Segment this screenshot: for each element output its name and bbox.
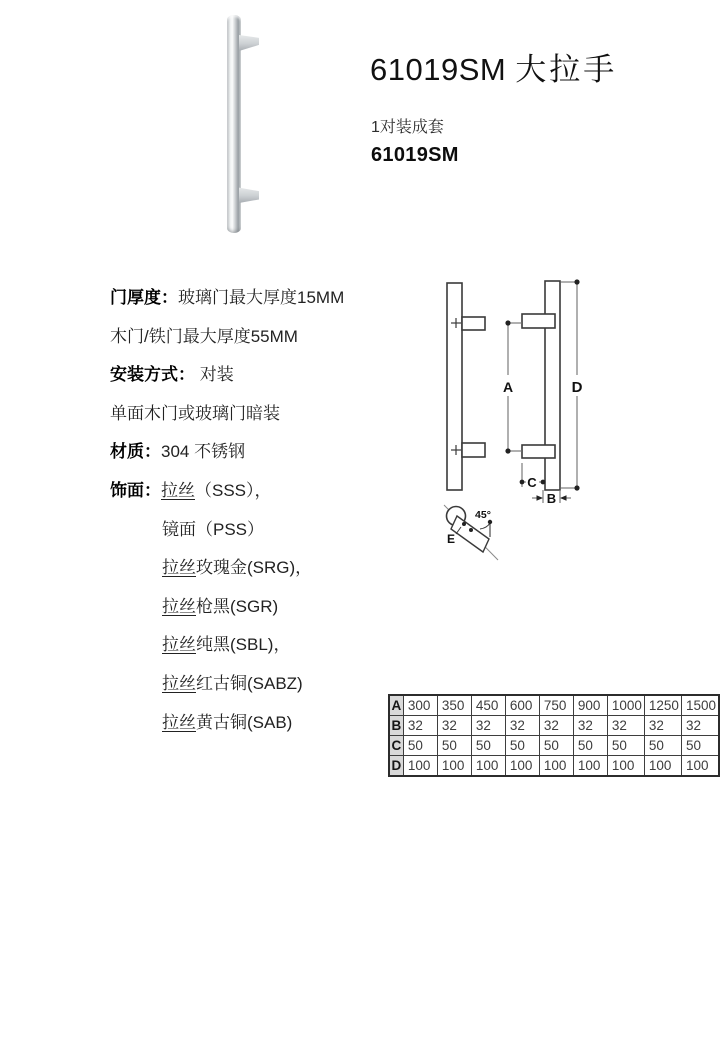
spec-line bbox=[110, 479, 390, 518]
spec-line bbox=[110, 402, 390, 441]
dimension-cell: 32 bbox=[644, 716, 681, 736]
handle-bracket-bottom bbox=[239, 187, 259, 203]
dimension-row-label: C bbox=[389, 736, 403, 756]
dimension-cell: 50 bbox=[607, 736, 644, 756]
title-block bbox=[370, 50, 715, 180]
dimension-row bbox=[389, 695, 719, 716]
dimension-cell: 50 bbox=[573, 736, 607, 756]
handle-bracket-top bbox=[239, 35, 259, 51]
spec-text: 拉丝 bbox=[162, 596, 196, 616]
dimension-row bbox=[389, 736, 719, 756]
dimension-cell: 750 bbox=[539, 695, 573, 716]
spec-text: 拉丝 bbox=[162, 712, 196, 732]
dimension-cell: 1500 bbox=[681, 695, 719, 716]
spec-text: 拉丝 bbox=[162, 558, 196, 578]
dimension-cell: 100 bbox=[539, 756, 573, 777]
dim-label-a: A bbox=[502, 379, 514, 395]
spec-text: （SSS）， bbox=[195, 480, 272, 500]
dimension-row-label: B bbox=[389, 716, 403, 736]
subtitle-pack-info: 1对装成套 bbox=[371, 119, 444, 136]
dimension-cell: 100 bbox=[573, 756, 607, 777]
spec-text: 对装 bbox=[195, 365, 234, 385]
dimension-cell: 100 bbox=[403, 756, 437, 777]
dimension-cell: 450 bbox=[471, 695, 505, 716]
spec-text: 单面木门或玻璃门暗装 bbox=[110, 403, 280, 423]
spec-line bbox=[110, 672, 390, 711]
dim-label-d: D bbox=[571, 379, 583, 396]
dimension-cell: 100 bbox=[681, 756, 719, 777]
spec-text: 镜面（PSS） bbox=[162, 519, 265, 539]
spec-text: 玻璃门最大厚度15MM bbox=[178, 288, 345, 307]
dim-label-b: B bbox=[546, 491, 557, 506]
angle-label: 45° bbox=[475, 509, 491, 521]
front-view bbox=[447, 283, 485, 490]
spec-text: 红古铜(SABZ) bbox=[196, 673, 303, 693]
spec-line bbox=[110, 286, 390, 325]
spec-line bbox=[110, 595, 390, 634]
dimension-table bbox=[388, 694, 720, 777]
dimension-cell: 100 bbox=[505, 756, 539, 777]
dimension-cell: 600 bbox=[505, 695, 539, 716]
dimension-cell: 100 bbox=[471, 756, 505, 777]
spec-label: 材质： bbox=[110, 442, 161, 462]
dimension-cell: 50 bbox=[403, 736, 437, 756]
dimension-cell: 900 bbox=[573, 695, 607, 716]
spec-line bbox=[110, 556, 390, 595]
spec-line bbox=[110, 518, 390, 557]
dimension-cell: 32 bbox=[437, 716, 471, 736]
side-view bbox=[522, 281, 560, 490]
handle-bar-image bbox=[227, 15, 241, 233]
dimension-cell: 50 bbox=[644, 736, 681, 756]
dimension-cell: 32 bbox=[505, 716, 539, 736]
product-photo bbox=[227, 15, 273, 233]
dimension-cell: 50 bbox=[539, 736, 573, 756]
dimension-cell: 300 bbox=[403, 695, 437, 716]
dimension-cell: 32 bbox=[471, 716, 505, 736]
spec-line bbox=[110, 440, 390, 479]
dimension-cell: 32 bbox=[681, 716, 719, 736]
spec-text: 木门/铁门最大厚度55MM bbox=[110, 326, 298, 346]
spec-text: 枪黑(SGR) bbox=[196, 596, 279, 616]
spec-line bbox=[110, 633, 390, 672]
dimension-cell: 32 bbox=[607, 716, 644, 736]
spec-text: 拉丝 bbox=[162, 673, 196, 693]
dimension-cell: 32 bbox=[539, 716, 573, 736]
dimension-row bbox=[389, 756, 719, 777]
dimension-cell: 100 bbox=[607, 756, 644, 777]
dim-label-e: E bbox=[446, 532, 456, 546]
dimension-cell: 32 bbox=[403, 716, 437, 736]
spec-text: 黄古铜(SAB) bbox=[196, 712, 293, 732]
technical-drawing bbox=[420, 270, 720, 580]
end-cut-detail bbox=[444, 505, 498, 560]
dimension-cell: 32 bbox=[573, 716, 607, 736]
dimension-cell: 50 bbox=[505, 736, 539, 756]
spec-line bbox=[110, 325, 390, 364]
title-product-name: 大拉手 bbox=[515, 52, 618, 87]
spec-list bbox=[110, 286, 390, 749]
dimension-row-label: A bbox=[389, 695, 403, 716]
dimension-row bbox=[389, 716, 719, 736]
dimension-cell: 1000 bbox=[607, 695, 644, 716]
dimension-cell: 50 bbox=[437, 736, 471, 756]
dim-label-c: C bbox=[527, 475, 537, 490]
spec-line bbox=[110, 363, 390, 402]
spec-label: 安装方式： bbox=[110, 365, 195, 385]
spec-text: 纯黑(SBL)， bbox=[196, 635, 291, 655]
dimension-cell: 350 bbox=[437, 695, 471, 716]
dimension-cell: 100 bbox=[644, 756, 681, 777]
page-title bbox=[370, 50, 715, 90]
spec-text: 拉丝 bbox=[161, 480, 195, 500]
dimension-cell: 1250 bbox=[644, 695, 681, 716]
dimension-cell: 50 bbox=[471, 736, 505, 756]
dimension-cell: 100 bbox=[437, 756, 471, 777]
spec-text: 拉丝 bbox=[162, 635, 196, 655]
spec-line bbox=[110, 711, 390, 750]
spec-text: 304 不锈钢 bbox=[161, 442, 246, 462]
model-number: 61019SM bbox=[371, 144, 459, 166]
title-model-code: 61019SM bbox=[370, 52, 507, 87]
dimension-row-label: D bbox=[389, 756, 403, 777]
dimension-cell: 50 bbox=[681, 736, 719, 756]
spec-label: 门厚度： bbox=[110, 288, 178, 307]
spec-text: 玫瑰金(SRG)， bbox=[196, 558, 313, 578]
spec-label: 饰面： bbox=[110, 480, 161, 500]
